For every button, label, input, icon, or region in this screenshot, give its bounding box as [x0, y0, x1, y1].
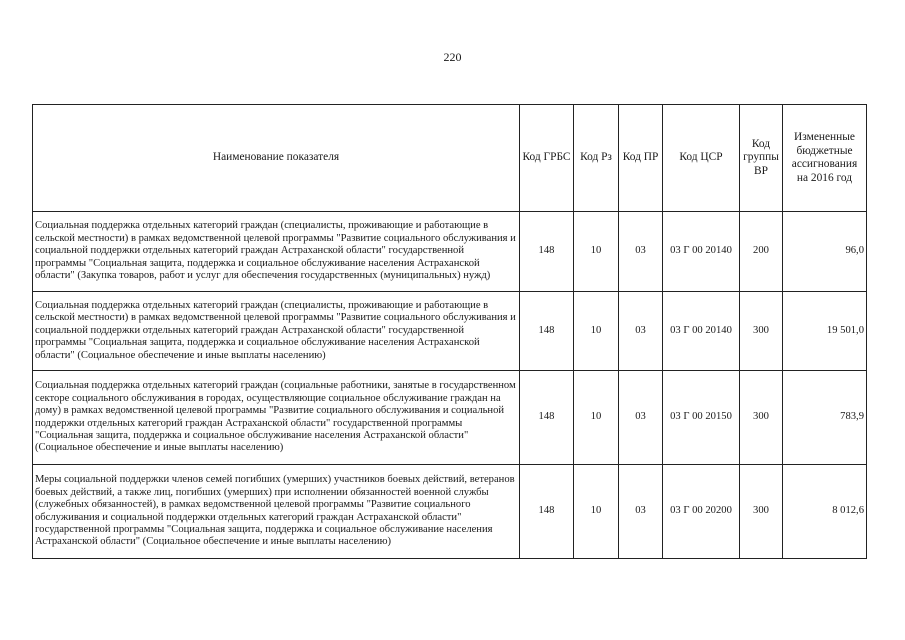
row-csr: 03 Г 00 20200 [663, 465, 740, 559]
row-csr: 03 Г 00 20150 [663, 371, 740, 465]
row-name: Социальная поддержка отдельных категорий граждан (социальные работники, занятые в государственном секторе социального обслуживания в городах, осуществляющие социальное обслуживание граждан на дому) в рамках ведомственной целевой программы "Развитие социального обслуживания и социальной поддержки отдельных категорий граждан Астраханской области" государственной программы "Социальная защита, поддержка и социальное обслуживание населения Астраханской области" (Социальное обеспечение и иные выплаты населению) [33, 371, 520, 465]
header-pr: Код ПР [619, 105, 663, 212]
row-grbs: 148 [520, 292, 574, 371]
header-vr: Код группы ВР [740, 105, 783, 212]
row-vr: 300 [740, 465, 783, 559]
header-rz: Код Рз [574, 105, 619, 212]
row-grbs: 148 [520, 465, 574, 559]
row-rz: 10 [574, 465, 619, 559]
row-csr: 03 Г 00 20140 [663, 212, 740, 292]
row-grbs: 148 [520, 371, 574, 465]
row-rz: 10 [574, 292, 619, 371]
table-row [33, 465, 867, 559]
row-pr: 03 [619, 212, 663, 292]
table-row [33, 371, 867, 465]
row-sum: 783,9 [783, 371, 867, 465]
row-name: Социальная поддержка отдельных категорий граждан (специалисты, проживающие и работающие в сельской местности) в рамках ведомственной целевой программы "Развитие социального обслуживания и социальной поддержки отдельных категорий граждан Астраханской области" государственной программы "Социальная защита, поддержка и социальное обслуживание населения Астраханской области" (Закупка товаров, работ и услуг для обеспечения государственных (муниципальных) нужд) [33, 212, 520, 292]
row-name: Меры социальной поддержки членов семей погибших (умерших) участников боевых действий, ветеранов боевых действий, а также лиц, погибших (умерших) при исполнении обязанностей военной службы (служебных обязанностей), в рамках ведомственной целевой программы "Развитие социального обслуживания и социальной поддержки отдельных категорий граждан Астраханской области" государственной программы "Социальная защита, поддержка и социальное обслуживание населения Астраханской области" (Социальное обеспечение и иные выплаты населению) [33, 465, 520, 559]
row-grbs: 148 [520, 212, 574, 292]
row-sum: 96,0 [783, 212, 867, 292]
header-grbs: Код ГРБС [520, 105, 574, 212]
row-rz: 10 [574, 212, 619, 292]
row-csr: 03 Г 00 20140 [663, 292, 740, 371]
table-row [33, 212, 867, 292]
header-sum: Измененные бюджетные ассигнования на 2016 год [783, 105, 867, 212]
budget-table [32, 104, 867, 559]
page-number: 220 [443, 50, 462, 64]
table-header-row [33, 105, 867, 212]
table-row [33, 292, 867, 371]
header-csr: Код ЦСР [663, 105, 740, 212]
row-pr: 03 [619, 371, 663, 465]
row-pr: 03 [619, 465, 663, 559]
header-name: Наименование показателя [33, 105, 520, 212]
row-vr: 300 [740, 292, 783, 371]
row-vr: 300 [740, 371, 783, 465]
row-name: Социальная поддержка отдельных категорий граждан (специалисты, проживающие и работающие в сельской местности) в рамках ведомственной целевой программы "Развитие социального обслуживания и социальной поддержки отдельных категорий граждан Астраханской области" государственной программы "Социальная защита, поддержка и социальное обслуживание населения Астраханской области" (Социальное обеспечение и иные выплаты населению) [33, 292, 520, 371]
row-rz: 10 [574, 371, 619, 465]
row-sum: 19 501,0 [783, 292, 867, 371]
row-sum: 8 012,6 [783, 465, 867, 559]
row-vr: 200 [740, 212, 783, 292]
row-pr: 03 [619, 292, 663, 371]
